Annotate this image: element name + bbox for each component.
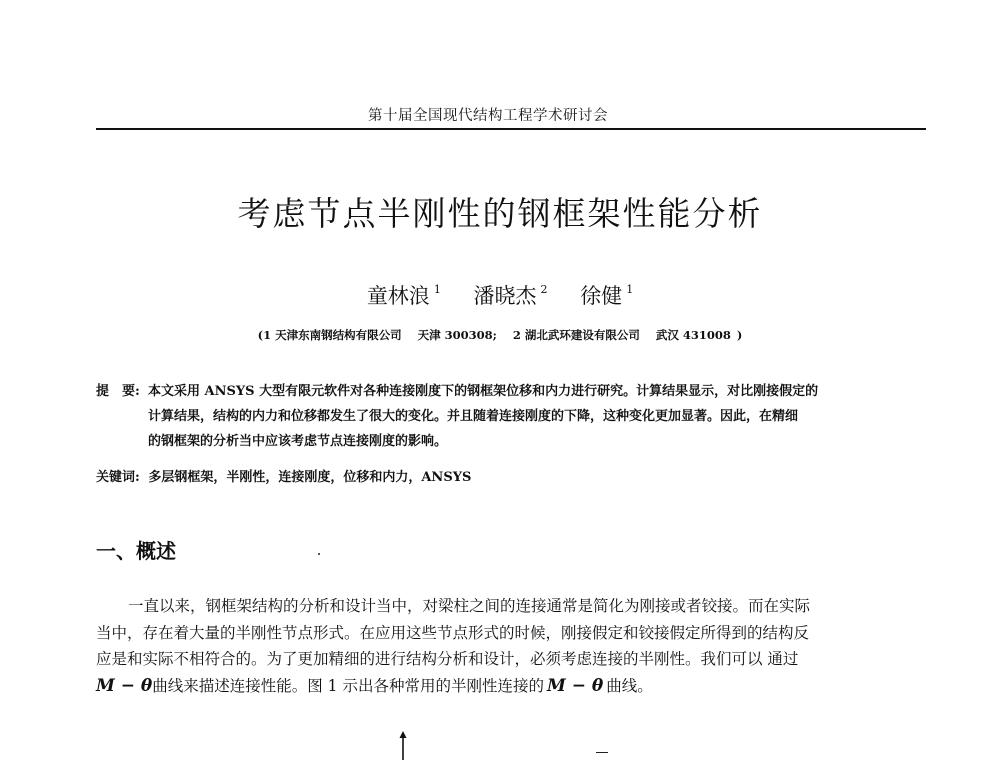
- body-line: 应是和实际不相符合的。为了更加精细的进行结构分析和设计，必须考虑连接的半刚性。我们可以 通过: [96, 650, 799, 668]
- figure-axis-arrow-icon: [398, 731, 408, 760]
- author-name: 徐健: [580, 284, 623, 308]
- author-2: [474, 280, 548, 310]
- figure-fragment: [596, 752, 608, 753]
- math-m-theta: M − θ: [96, 675, 153, 696]
- keywords-label: 关键词:: [96, 470, 140, 485]
- header-rule: [96, 128, 926, 130]
- scan-speck: [318, 553, 320, 555]
- body-paragraph: [96, 593, 926, 699]
- abstract-line: 的钢框架的分析当中应该考虑节点连接刚度的影响。: [148, 434, 448, 449]
- abstract-line: 本文采用 ANSYS 大型有限元软件对各种连接刚度下的钢框架位移和内力进行研究。计算结果显示，对比刚接假定的: [148, 384, 819, 399]
- affiliation-address-2: 武汉 431008: [655, 328, 731, 342]
- abstract-line: 计算结果，结构的内力和位移都发生了很大的变化。并且随着连接刚度的下降，这种变化更加显著。因此，在精细: [148, 409, 799, 424]
- affiliation-address-1: 天津 300308;: [417, 328, 497, 342]
- body-line: 一直以来，钢框架结构的分析和设计当中，对梁柱之间的连接通常是简化为刚接或者铰接。而在实际: [128, 597, 811, 615]
- affiliation-company-2: 2 湖北武环建设有限公司: [512, 328, 640, 342]
- author-affiliation-mark: 1: [626, 283, 634, 296]
- body-line: [96, 673, 926, 700]
- body-text-fragment: 曲线来描述连接性能。图 1 示出各种常用的半刚性连接的: [152, 676, 544, 695]
- math-m-theta: M − θ: [546, 675, 604, 696]
- affiliation-line: [0, 327, 1000, 343]
- section-heading: 一、概述: [96, 539, 176, 563]
- author-list: [0, 280, 1000, 310]
- affiliation-close-paren: ): [736, 328, 743, 342]
- paper-title: 考虑节点半刚性的钢框架性能分析: [237, 194, 763, 233]
- keywords: [96, 466, 471, 485]
- author-1: [367, 280, 441, 310]
- affiliation-company-1: 1 天津东南钢结构有限公司: [263, 328, 402, 342]
- author-affiliation-mark: 2: [540, 283, 548, 296]
- running-header: 第十届全国现代结构工程学术研讨会: [368, 108, 608, 124]
- author-name: 童林浪: [366, 284, 430, 308]
- author-3: [580, 280, 633, 310]
- affiliation-open-paren: (: [257, 328, 264, 342]
- author-name: 潘晓杰: [473, 284, 537, 308]
- abstract-label: 提 要:: [96, 384, 140, 399]
- body-line: 当中，存在着大量的半刚性节点形式。在应用这些节点形式的时候，刚接假定和铰接假定所得到的结构反: [96, 623, 810, 642]
- abstract: [96, 379, 926, 454]
- keywords-text: 多层钢框架，半刚性，连接刚度，位移和内力，ANSYS: [148, 470, 472, 485]
- body-text-fragment: 曲线。: [606, 676, 653, 695]
- author-affiliation-mark: 1: [433, 283, 441, 296]
